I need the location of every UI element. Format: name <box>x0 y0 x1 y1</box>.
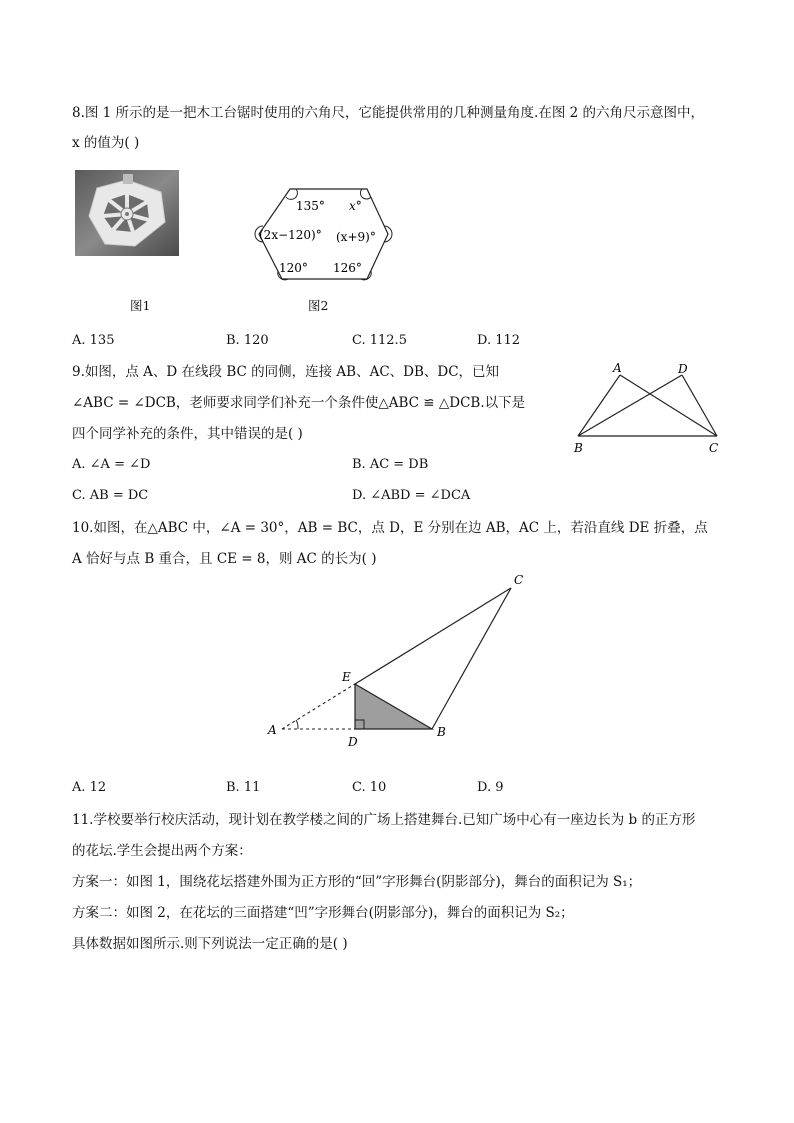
point-label-e: E <box>342 670 351 684</box>
point-label-a: A <box>268 723 277 737</box>
q9-stem-line2: ∠ABC = ∠DCB，老师要求同学们补充一个条件使△ABC ≌ △DCB.以下是 <box>72 395 526 411</box>
angle-label-x-plus-9: (x+9)° <box>336 230 376 244</box>
q8-option-b: B. 120 <box>226 333 269 348</box>
angle-label-126: 126° <box>333 261 362 275</box>
q10-option-a: A. 12 <box>72 780 107 795</box>
angle-label-2x-minus-120: (2x−120)° <box>259 228 322 242</box>
point-label-a: A <box>613 361 622 375</box>
q8-option-c: C. 112.5 <box>352 333 407 348</box>
q11-question: 具体数据如图所示.则下列说法一定正确的是( ) <box>72 936 348 952</box>
q8-stem-line1: 8.图 1 所示的是一把木工台锯时使用的六角尺，它能提供常用的几种测量角度.在图 2 的六角尺示意图中， <box>72 105 705 121</box>
q9-option-d: D. ∠ABD = ∠DCA <box>352 488 471 503</box>
q11-stem-line2: 的花坛.学生会提出两个方案： <box>72 843 252 859</box>
q8-option-a: A. 135 <box>72 333 115 348</box>
q9-option-b: B. AC = DB <box>352 457 429 472</box>
q11-stem-line1: 11.学校要举行校庆活动，现计划在教学楼之间的广场上搭建舞台.已知广场中心有一座边长为 b 的正方形 <box>72 812 696 828</box>
q10-triangle-figure <box>260 568 535 750</box>
point-label-b: B <box>437 725 446 739</box>
q9-stem-line3: 四个同学补充的条件，其中错误的是( ) <box>72 426 303 442</box>
q8-figure2-caption: 图2 <box>308 298 329 313</box>
q10-stem-line1: 10.如图，在△ABC 中，∠A = 30°，AB = BC，点 D，E 分别在边 AB，AC 上，若沿直线 DE 折叠，点 <box>72 520 708 536</box>
q8-option-d: D. 112 <box>477 333 521 348</box>
point-label-b: B <box>574 441 583 455</box>
q8-figure1-caption: 图1 <box>130 298 151 313</box>
q9-option-c: C. AB = DC <box>72 488 149 503</box>
angle-label-x: x° <box>349 199 362 213</box>
q9-stem-line1: 9.如图，点 A、D 在线段 BC 的同侧，连接 AB、AC、DB、DC，已知 <box>72 364 500 380</box>
point-label-d: D <box>678 362 688 376</box>
angle-label-135: 135° <box>296 199 325 213</box>
q9-triangle-figure <box>570 360 730 458</box>
q8-figure2-diagram <box>250 186 395 286</box>
q10-option-d: D. 9 <box>477 780 504 795</box>
q9-option-a: A. ∠A = ∠D <box>72 457 151 472</box>
q10-stem-line2: A 恰好与点 B 重合，且 CE = 8，则 AC 的长为( ) <box>72 551 377 567</box>
shaded-triangle-edb <box>355 684 432 729</box>
angle-label-120: 120° <box>279 261 308 275</box>
q8-stem-line2: x 的值为( ) <box>72 135 140 151</box>
q11-plan-two: 方案二：如图 2，在花坛的三面搭建“凹”字形舞台(阴影部分)，舞台的面积记为 S₂； <box>72 905 574 921</box>
q10-option-b: B. 11 <box>226 780 261 795</box>
q10-option-c: C. 10 <box>352 780 387 795</box>
point-label-d: D <box>348 735 358 749</box>
point-label-c: C <box>709 441 719 455</box>
point-label-c: C <box>514 573 524 587</box>
q8-figure1-photo <box>75 170 179 256</box>
q11-plan-one: 方案一：如图 1，围绕花坛搭建外围为正方形的“回”字形舞台(阴影部分)，舞台的面积记为 S₁； <box>72 874 642 890</box>
